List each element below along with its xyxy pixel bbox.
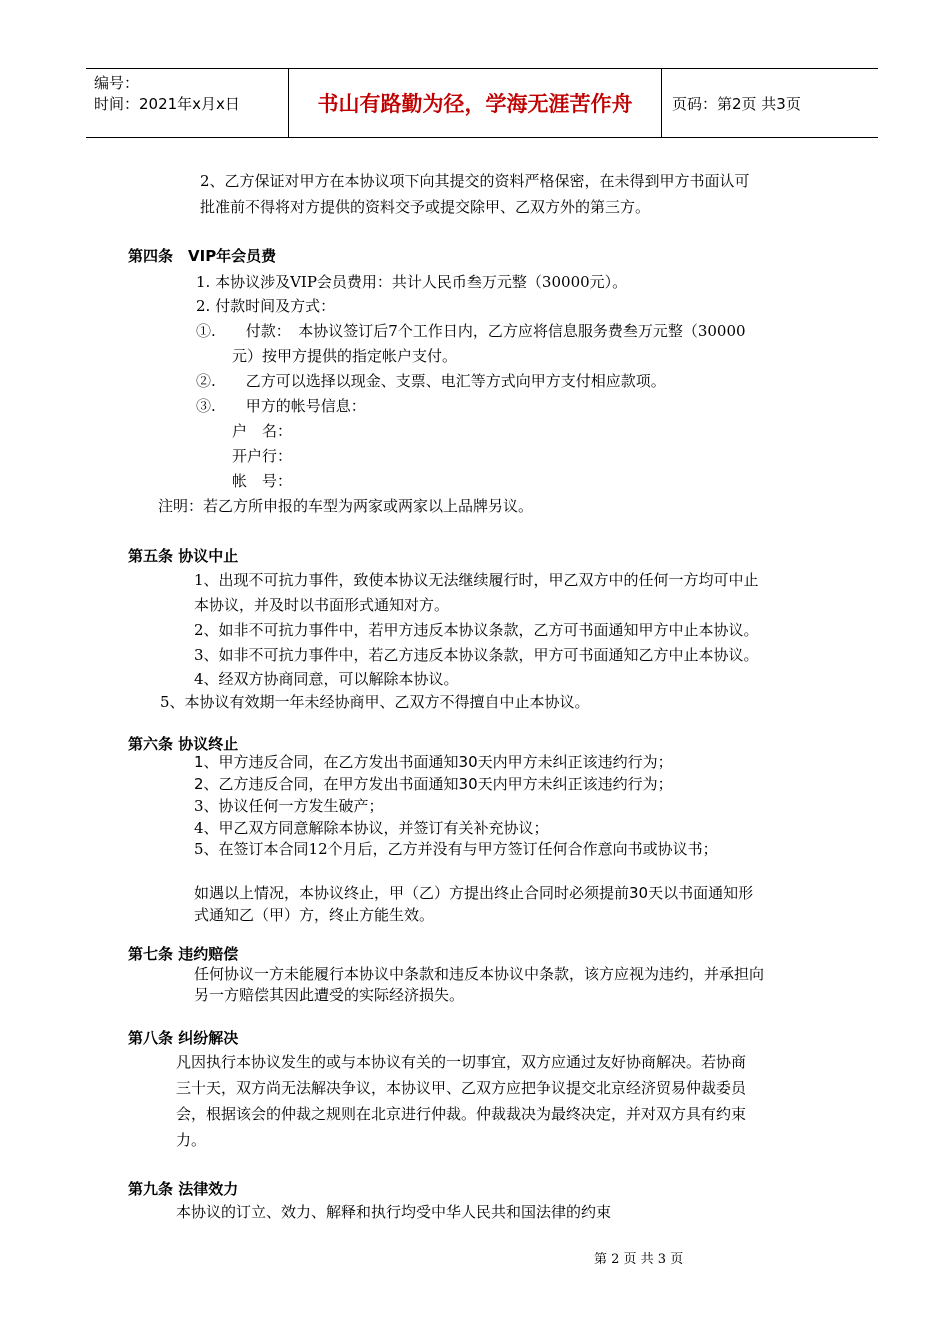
clause-text: 2、乙方违反合同，在甲方发出书面通知30天内甲方未纠正该违约行为；	[194, 775, 673, 793]
article-5-title: 第五条 协议中止	[128, 547, 239, 565]
clause-text: 任何协议一方未能履行本协议中条款和违反本协议中条款，该方应视为违约，并承担向	[194, 965, 765, 983]
page-header	[86, 68, 878, 138]
header-page-label: 页码：第2页 共3页	[672, 95, 801, 113]
account-bank-label: 开户行：	[232, 447, 293, 465]
clause-text: 另一方赔偿其因此遭受的实际经济损失。	[194, 986, 465, 1004]
clause-text: 1、甲方违反合同，在乙方发出书面通知30天内甲方未纠正该违约行为；	[194, 753, 673, 771]
clause-text: 5、在签订本合同12个月后，乙方并没有与甲方签订任何合作意向书或协议书；	[194, 840, 718, 858]
clause-text: ②. 乙方可以选择以现金、支票、电汇等方式向甲方支付相应款项。	[196, 372, 666, 390]
clause-text: 会，根据该会的仲裁之规则在北京进行仲裁。仲裁裁决为最终决定，并对双方具有约束	[176, 1105, 747, 1123]
clause-text: 本协议，并及时以书面形式通知对方。	[194, 596, 450, 614]
account-name-label: 户 名：	[232, 422, 293, 440]
doc-number-label: 编号：	[94, 74, 140, 92]
clause-text: ①. 付款： 本协议签订后7个工作日内，乙方应将信息服务费叁万元整（30000	[196, 322, 746, 340]
clause-text: 1. 本协议涉及VIP会员费用：共计人民币叁万元整（30000元）。	[196, 273, 628, 291]
article-4-title: 第四条 VIP年会员费	[128, 247, 277, 265]
clause-text: 4、甲乙双方同意解除本协议，并签订有关补充协议；	[194, 819, 549, 837]
clause-text: 3、协议任何一方发生破产；	[194, 797, 384, 815]
page-footer: 第 2 页 共 3 页	[594, 1252, 684, 1267]
doc-time-label: 时间：2021年x月x日	[94, 95, 240, 113]
clause-text: 本协议的订立、效力、解释和执行均受中华人民共和国法律的约束	[176, 1203, 612, 1221]
clause-text: 5、本协议有效期一年未经协商甲、乙双方不得擅自中止本协议。	[160, 693, 590, 711]
clause-text: 2、如非不可抗力事件中，若甲方违反本协议条款，乙方可书面通知甲方中止本协议。	[194, 621, 759, 639]
clause-text: ③. 甲方的帐号信息：	[196, 397, 366, 415]
clause-text: 4、经双方协商同意，可以解除本协议。	[194, 670, 459, 688]
clause-text: 如遇以上情况，本协议终止，甲（乙）方提出终止合同时必须提前30天以书面通知形	[194, 884, 754, 902]
note-text: 注明：若乙方所申报的车型为两家或两家以上品牌另议。	[158, 497, 534, 515]
clause-text: 凡因执行本协议发生的或与本协议有关的一切事宜，双方应通过友好协商解决。若协商	[176, 1053, 747, 1071]
article-7-title: 第七条 违约赔偿	[128, 945, 239, 963]
article-8-title: 第八条 纠纷解决	[128, 1029, 239, 1047]
clause-text: 批准前不得将对方提供的资料交予或提交除甲、乙双方外的第三方。	[200, 198, 651, 216]
account-number-label: 帐 号：	[232, 472, 293, 490]
header-left	[94, 73, 289, 115]
clause-text: 2、乙方保证对甲方在本协议项下向其提交的资料严格保密，在未得到甲方书面认可	[200, 172, 750, 190]
clause-text: 3、如非不可抗力事件中，若乙方违反本协议条款，甲方可书面通知乙方中止本协议。	[194, 646, 759, 664]
clause-text: 力。	[176, 1131, 207, 1149]
header-motto: 书山有路勤为径，学海无涯苦作舟	[288, 69, 662, 137]
clause-text: 元）按甲方提供的指定帐户支付。	[232, 347, 458, 365]
clause-text: 2. 付款时间及方式：	[196, 297, 336, 315]
clause-text: 三十天，双方尚无法解决争议，本协议甲、乙双方应把争议提交北京经济贸易仲裁委员	[176, 1079, 747, 1097]
clause-text: 1、出现不可抗力事件，致使本协议无法继续履行时，甲乙双方中的任何一方均可中止	[194, 571, 759, 589]
article-6-title: 第六条 协议终止	[128, 735, 239, 753]
clause-text: 式通知乙（甲）方，终止方能生效。	[194, 906, 435, 924]
article-9-title: 第九条 法律效力	[128, 1180, 239, 1198]
